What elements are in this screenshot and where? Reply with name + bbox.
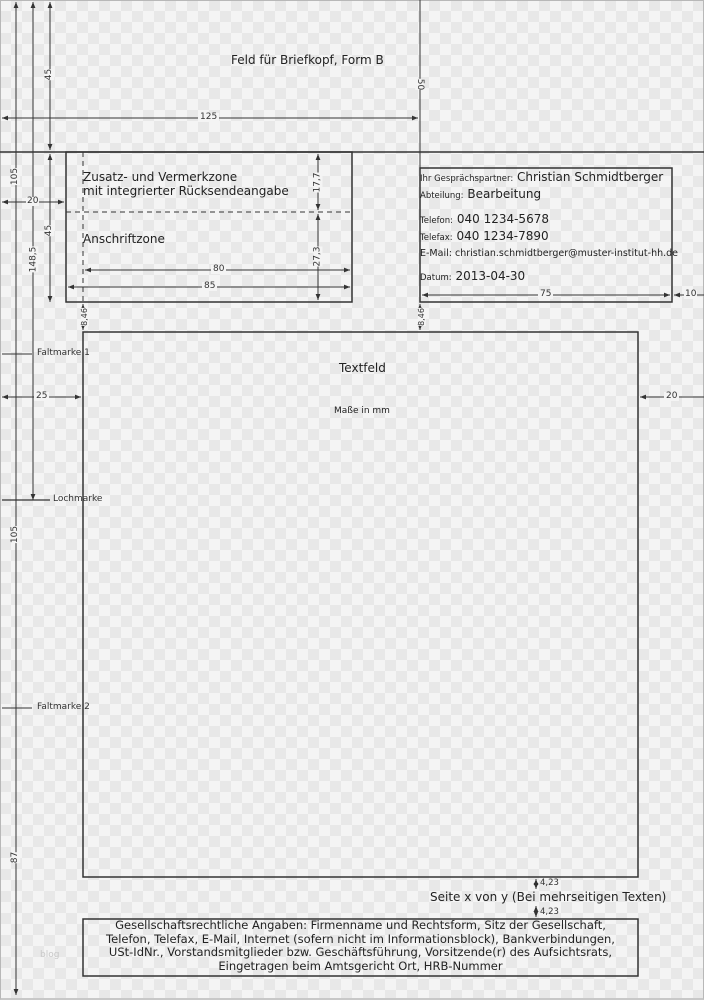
dept-value: Bearbeitung bbox=[467, 187, 542, 201]
dim-left-45: 45 bbox=[44, 224, 55, 237]
additional-zone-label-1: Zusatz- und Vermerkzone bbox=[83, 170, 238, 184]
footer-line-4: Eingetragen beim Amtsgericht Ort, HRB-Nummer bbox=[218, 958, 503, 973]
footer-line-1: Gesellschaftsrechtliche Angaben: Firmenname und Rechtsform, Sitz der Gesellschaft, bbox=[115, 918, 606, 932]
dim-left-20: 20 bbox=[27, 196, 39, 206]
dim-left-105-bottom: 105 bbox=[10, 525, 21, 544]
phone-label: Telefon: bbox=[420, 216, 454, 226]
dim-148-5: 148,5 bbox=[28, 246, 39, 273]
units-note: Maße in mm bbox=[334, 406, 390, 416]
dim-4-23-top: 4,23 bbox=[540, 878, 559, 888]
dim-75: 75 bbox=[540, 289, 552, 299]
fold-mark-1-label: Faltmarke 1 bbox=[37, 348, 90, 358]
date-value: 2013-04-30 bbox=[455, 269, 526, 283]
date-label: Datum: bbox=[420, 273, 452, 283]
phone-value: 040 1234-5678 bbox=[456, 212, 549, 226]
text-field-label: Textfeld bbox=[339, 361, 386, 375]
email-value: christian.schmidtberger@muster-institut-hh.de bbox=[454, 248, 679, 259]
letterhead-label: Feld für Briefkopf, Form B bbox=[231, 53, 384, 67]
footer-line-3: USt-IdNr., Vorstandsmitglieder bzw. Geschäftsführung, Vorsitzende(r) des Aufsichtsrats, bbox=[108, 945, 613, 959]
dim-80: 80 bbox=[213, 264, 225, 274]
dept-label: Abteilung: bbox=[420, 191, 464, 201]
dim-right-10: 10 bbox=[685, 289, 697, 299]
hole-mark-label: Lochmarke bbox=[53, 494, 103, 504]
info-block bbox=[420, 170, 678, 286]
fax-value: 040 1234-7890 bbox=[456, 229, 549, 243]
dim-17-7: 17,7 bbox=[312, 172, 323, 193]
dim-8-46-right: 8,46 bbox=[416, 308, 426, 326]
contact-label: Ihr Gesprächspartner: bbox=[420, 174, 514, 184]
dim-125: 125 bbox=[200, 112, 218, 122]
fax-label: Telefax: bbox=[420, 233, 453, 243]
dim-top-50: 50 bbox=[415, 78, 426, 91]
address-zone-label: Anschriftzone bbox=[83, 232, 165, 246]
dim-right-20: 20 bbox=[666, 391, 678, 401]
dim-4-23-bottom: 4,23 bbox=[540, 907, 559, 917]
dim-8-46-left: 8,46 bbox=[79, 308, 89, 326]
watermark: blog bbox=[40, 950, 60, 960]
dim-85: 85 bbox=[204, 281, 216, 291]
dim-top-45: 45 bbox=[44, 68, 55, 81]
dim-27-3: 27,3 bbox=[312, 246, 323, 267]
footer-legal-info bbox=[83, 919, 638, 976]
additional-zone-label-2: mit integrierter Rücksendeangabe bbox=[83, 184, 289, 198]
footer-line-2: Telefon, Telefax, E-Mail, Internet (sofern nicht im Informationsblock), Bankverbindungen, bbox=[106, 931, 615, 946]
page-number-label: Seite x von y (Bei mehrseitigen Texten) bbox=[430, 890, 667, 904]
dim-left-105-top: 105 bbox=[10, 167, 21, 186]
dim-left-87: 87 bbox=[10, 851, 21, 864]
email-label: E-Mail: bbox=[420, 248, 452, 259]
dim-left-25: 25 bbox=[36, 391, 48, 401]
fold-mark-2-label: Faltmarke 2 bbox=[37, 702, 90, 712]
contact-value: Christian Schmidtberger bbox=[517, 170, 664, 184]
